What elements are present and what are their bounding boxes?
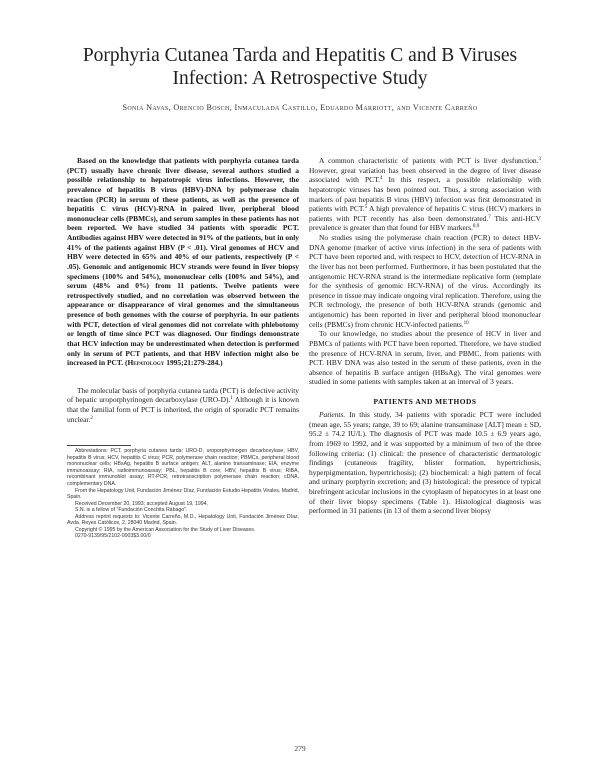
intro-text: The molecular basis of porphyria cutanea tarda (PCT) is defective activity of hepatic uroporphyrinogen decarboxylase (URO-D). xyxy=(67,385,299,405)
intro-paragraph xyxy=(67,386,299,425)
body-paragraph-patients xyxy=(309,410,541,516)
body-paragraph-2 xyxy=(309,233,541,329)
footnote-affiliation: From the Hepatology Unit, Fundación Jiménez Díaz, Fundación Estudio Hepatitis Virales, Madrid, Spain. xyxy=(67,487,299,501)
footnote-abbreviations: Abbreviations: PCT, porphyria cutanea tarda; URO-D, uroporphyrinogen decarboxylase; HBV, hepatitis B virus; HCV, hepatitis C virus; PCR, polymerase chain reaction; PBMCs, peripheral blood mononuclear cells; HBsAg, hepatitis B surface antigen; ALT, alanine transaminase; EIA, enzyme immunoassay; RIA, radioimmunoassay; PBL, hepatitis B core; HBV, hepatitis B virus; RIBA, recombinant immunoblot assay; RT-PCR, retrotranscription polymerase chain reaction; cDNA, complementary DNA. xyxy=(67,448,299,487)
body-text: However, great variation has been observed in the degree of liver disease associated with PCT. xyxy=(309,165,541,185)
reference-marker: 10 xyxy=(463,320,469,326)
reference-marker: 4 xyxy=(379,176,383,182)
abstract-text: Based on the knowledge that patients with porphyria cutanea tarda (PCT) usually have chronic liver disease, several authors studied a possible relationship to hepatotropic virus infections. However, the prevalence of hepatitis B virus (HBV)-DNA by polymerase chain reaction (PCR) in serum of these patients, as well as the presence of hepatitis C virus (HCV)-RNA in paired liver, peripheral blood mononuclear cells (PBMCs), and serum samples in these patients has not been reported. We have studied 34 patients with sporadic PCT. Antibodies against HBV were detected in 91% of the patients, but in only 41% of the patients against HBV (P < .01). Viral genomes of HCV and HBV were detected in 65% and 40% of our patients, respectively (P < .05). Genomic and antigenomic HCV strands were found in liver biopsy specimens (100% and 54%), mononuclear cells (100% and 54%), and serum (48% and 0%) from 11 patients. Twelve patients were retrospectively studied, and no correlation was observed between the appearance or disappearance of viral genomes and the simultaneous presence of both genomes with the course of porphyria. In our patients with PCT, detection of viral genomes did not correlate with phlebotomy or length of time since PCT was diagnosed. Our findings demonstrate that HCV infection may be underestimated when detection is performed only in serum of PCT patients, and that HBV infection might also be increased in PCT. xyxy=(67,156,299,368)
article-title xyxy=(40,44,560,90)
reference-marker: 3 xyxy=(538,157,541,162)
abstract-citation: (Hepatology 1995;21:279-284.) xyxy=(125,358,223,368)
title-line-1: Porphyria Cutanea Tarda and Hepatitis C and B Viruses xyxy=(82,45,518,66)
intro-text-2: Although it is known that the familial form of PCT is inherited, the origin of sporadic PCT remains unclear. xyxy=(67,395,299,424)
body-text: A high prevalence of hepatitis C virus (HCV) markers in patients with PCT recently has also been demonstrated. xyxy=(309,204,541,223)
reference-marker: 7 xyxy=(488,214,491,220)
footnote-issn: 0270-9139/95/2102-0003$3.00/0 xyxy=(75,533,151,540)
footnote-address: Address reprint requests to: Vicente Carreño, M.D., Hepatology Unit, Fundación Jiménez Díaz, Avda. Reyes Católicos, 2, 28040 Madrid, Spain. xyxy=(67,513,299,527)
body-paragraph-1 xyxy=(309,156,541,233)
title-line-2: Infection: A Retrospective Study xyxy=(172,68,428,89)
footnote-received: Received December 20, 1993; accepted August 19, 1994. xyxy=(75,500,208,507)
footnote-copyright: Copyright © 1995 by the American Association for the Study of Liver Diseases. xyxy=(75,526,256,533)
reference-marker: 5 xyxy=(364,205,368,211)
body-paragraph-3: To our knowledge, no studies about the presence of HCV in liver and PBMCs of patients with PCT have been reported. Therefore, we have studied the presence of HCV-RNA in serum, liver, and PBMC, from patients with PCT. HBV DNA was also tested in the serum of these patients, even in the absence of hepatitis B surface antigen (HBsAg). The viral genomes were studied in some patients with samples taken at an interval of 3 years. xyxy=(309,329,541,387)
left-column xyxy=(67,156,299,540)
author-list: Sonia Navas, Orencio Bosch, Inmaculada Castillo, Eduardo Marriott, and Vicente Carreño xyxy=(122,103,478,112)
page-number: 279 xyxy=(294,744,306,753)
reference-marker: 1 xyxy=(230,396,233,402)
body-text: This anti-HCV prevalence is greater than that found for HBV markers. xyxy=(309,213,541,233)
reference-marker: 8,9 xyxy=(473,224,480,230)
footnote-divider xyxy=(67,445,131,446)
body-text: In this respect, a possible relationship with hepatotropic viruses has been pointed out. Thus, a strong association with markers of past hepatitis B virus (HBV) infection was first demonstrated in patients with PCT. xyxy=(309,175,541,214)
run-in-heading: Patients. xyxy=(319,410,346,419)
right-column xyxy=(309,156,541,516)
section-heading: PATIENTS AND METHODS xyxy=(373,397,477,406)
reference-marker: 2 xyxy=(90,415,93,421)
body-text: No studies using the polymerase chain reaction (PCR) to detect HBV-DNA genome (marker of active virus infection) in the sera of patients with PCT have been reported and, with respect to HCV, detection of HCV-RNA in the liver has not been performed. Furthermore, it has been postulated that the antigenomic HCV-RNA strand is the intermediate replicative form (template for the synthesis of genomic HCV-RNA) of the virus. Accordingly its presence in tissue may indicate ongoing viral replication. Therefore, using the PCR technology, the presence of both HCV-RNA strands (genomic and antigenomic) has been reported in liver and peripheral blood mononuclear cells (PBMCs) from chronic HCV-infected patients. xyxy=(309,233,541,329)
footnote-note: S.N. is a fellow of "Fundación Conchita Rábago". xyxy=(75,507,188,514)
body-text: A common characteristic of patients with PCT is liver dysfunction. xyxy=(319,156,539,165)
abstract xyxy=(67,156,299,368)
body-text: In this study, 34 patients with sporadic PCT were included (mean age, 55 years; range, 39 to 69; alanine transaminase [ALT] mean ± SD, 95.2 ± 74.2 IU/L). The diagnosis of PCT was made 10.5 ± 6.9 years ago, from 1969 to 1992, and it was supported by a minimum of two of the three following criteria: (1) clinical: the presence of characteristic dermatologic findings (cutaneous fragility, blister formation, hypertrichosis, hyperpigmentation, hypertrichosis); (2) biochemical: a high pattern of fecal and urinary porphyrin excretion; and (3) histological: the presence of typical birefringent acicular inclusions in the cytoplasm of hepatocytes in at least one of their liver biopsy specimens (Table 1). Histological diagnosis was performed in 31 patients (in 13 of them a second liver biopsy xyxy=(309,410,541,516)
